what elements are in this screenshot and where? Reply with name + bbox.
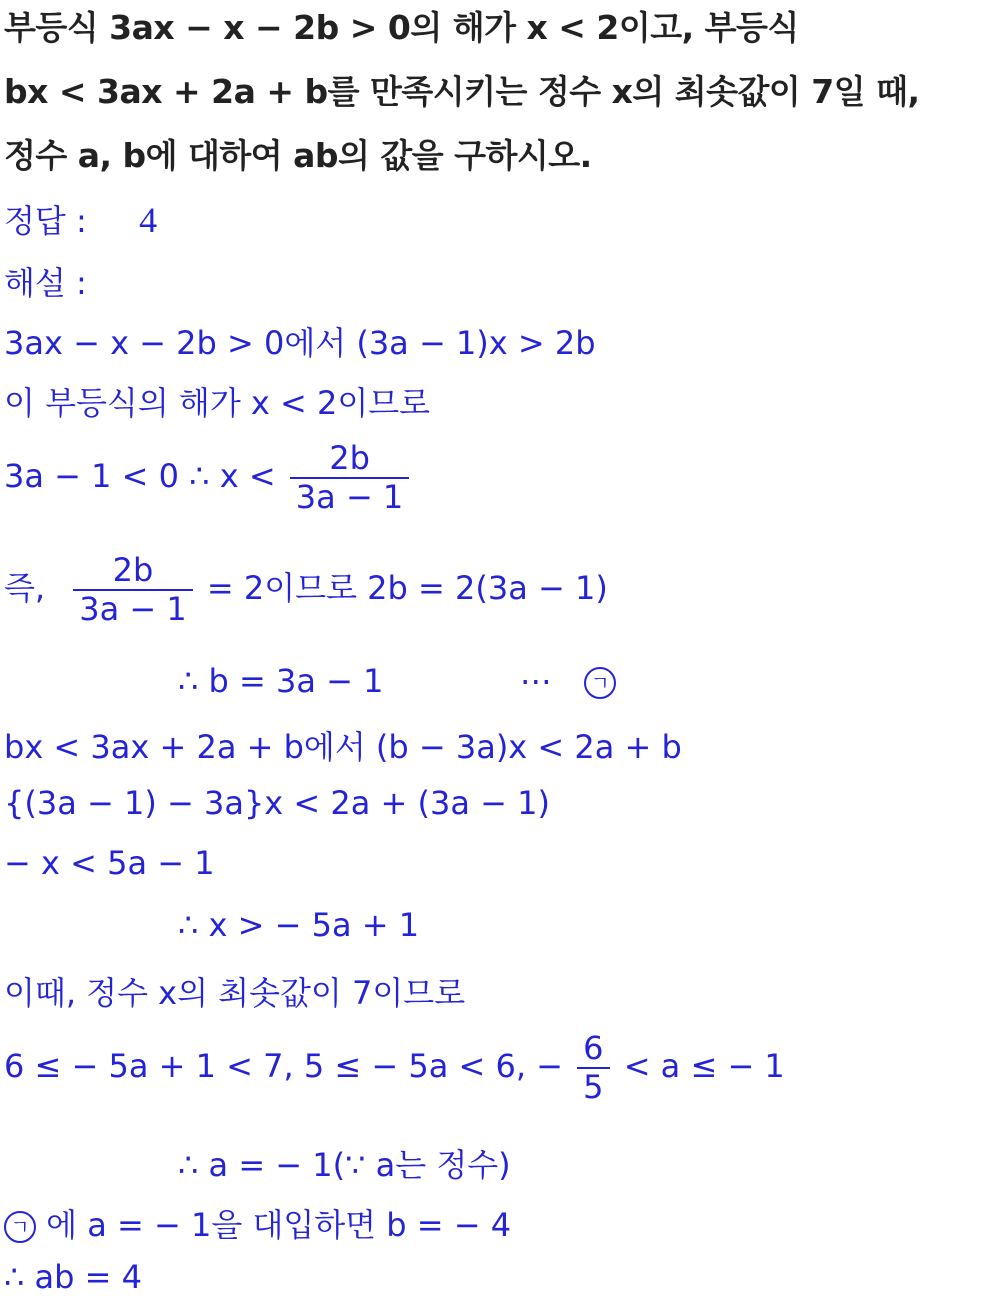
fraction-denominator: 3a − 1 bbox=[79, 589, 187, 628]
circled-mark-icon: ㄱ bbox=[584, 667, 616, 699]
question-line-2: bx < 3ax + 2a + b를 만족시키는 정수 x의 최솟값이 7일 때, bbox=[4, 72, 920, 111]
fraction-6-over-5 bbox=[577, 1030, 609, 1106]
solution-step-1: 3ax − x − 2b > 0에서 (3a − 1)x > 2b bbox=[4, 324, 596, 362]
step-11-tail: < a ≤ − 1 bbox=[623, 1046, 785, 1085]
fraction-denominator: 3a − 1 bbox=[295, 477, 404, 516]
solution-step-5 bbox=[178, 662, 616, 700]
solution-step-7: {(3a − 1) − 3a}x < 2a + (3a − 1) bbox=[4, 784, 550, 822]
fraction-2b-over-3a-1 bbox=[290, 440, 409, 516]
fraction-numerator: 6 bbox=[577, 1030, 609, 1069]
answer-label: 정답 : bbox=[4, 202, 87, 240]
step-11-text: 6 ≤ − 5a + 1 < 7, 5 ≤ − 5a < 6, − bbox=[4, 1046, 563, 1085]
ellipsis: ⋯ bbox=[519, 662, 552, 700]
step-5-text: ∴ b = 3a − 1 bbox=[178, 662, 384, 700]
solution-step-13 bbox=[4, 1200, 511, 1246]
fraction-numerator: 2b bbox=[73, 552, 192, 591]
solution-step-3 bbox=[4, 440, 413, 516]
answer-value: 4 bbox=[139, 200, 158, 240]
solution-step-9: ∴ x > − 5a + 1 bbox=[178, 906, 420, 944]
step-3-text: 3a − 1 < 0 ∴ x < bbox=[4, 456, 276, 495]
solution-step-4 bbox=[4, 552, 608, 628]
solution-step-6: bx < 3ax + 2a + b에서 (b − 3a)x < 2a + b bbox=[4, 728, 682, 766]
solution-step-10: 이때, 정수 x의 최솟값이 7이므로 bbox=[4, 974, 466, 1012]
fraction-numerator: 2b bbox=[290, 440, 409, 479]
step-4-prefix: 즉, bbox=[4, 568, 46, 607]
answer-row bbox=[4, 196, 157, 242]
solution-step-11 bbox=[4, 1030, 785, 1106]
solution-label: 해설 : bbox=[4, 264, 87, 302]
fraction-2b-over-3a-1 bbox=[73, 552, 192, 628]
step-13-text: 에 a = − 1을 대입하면 b = − 4 bbox=[46, 1206, 512, 1244]
solution-step-12: ∴ a = − 1(∵ a는 정수) bbox=[178, 1146, 511, 1184]
question-line-3: 정수 a, b에 대하여 ab의 값을 구하시오. bbox=[4, 136, 592, 175]
solution-step-8: − x < 5a − 1 bbox=[4, 844, 215, 882]
circled-mark-icon: ㄱ bbox=[4, 1211, 36, 1243]
question-line-1: 부등식 3ax − x − 2b > 0의 해가 x < 2이고, 부등식 bbox=[4, 8, 799, 47]
solution-step-14: ∴ ab = 4 bbox=[4, 1258, 142, 1296]
solution-step-2: 이 부등식의 해가 x < 2이므로 bbox=[4, 384, 431, 422]
step-4-text: = 2이므로 2b = 2(3a − 1) bbox=[206, 568, 608, 607]
fraction-denominator: 5 bbox=[583, 1067, 604, 1106]
